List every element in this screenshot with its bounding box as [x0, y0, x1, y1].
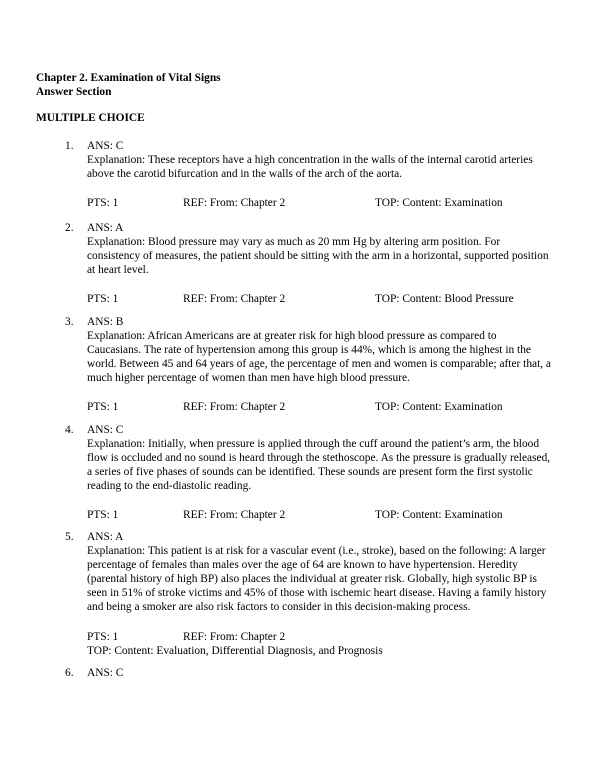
answer-key: ANS: B — [87, 316, 124, 328]
question-meta — [87, 508, 552, 522]
question-meta — [87, 400, 552, 414]
points-label: PTS: 1 — [87, 630, 119, 643]
question-item — [65, 315, 552, 414]
topic-label: TOP: Content: Blood Pressure — [375, 293, 514, 306]
question-item — [65, 423, 552, 522]
answer-section-label: Answer Section — [36, 86, 112, 99]
reference-label: REF: From: Chapter 2 — [183, 630, 286, 643]
topic-label: TOP: Content: Examination — [375, 197, 503, 210]
explanation-text: Explanation: African Americans are at greater risk for high blood pressure as compared to Caucasians. The rate of hypertension among this group is 44%, which is among the highest in the world. Between 45 and 64 years of age, the percentage of men and women is comparable; after that, a much higher percentage of women than men have high blood pressure. — [87, 330, 551, 385]
question-meta — [87, 630, 552, 658]
question-number: 5. — [65, 531, 74, 543]
question-number: 2. — [65, 222, 74, 234]
reference-label: REF: From: Chapter 2 — [183, 401, 286, 414]
explanation-text: Explanation: These receptors have a high concentration in the walls of the internal carotid arteries above the carotid bifurcation and in the walls of the arch of the aorta. — [87, 154, 533, 181]
explanation-text: Explanation: Blood pressure may vary as much as 20 mm Hg by altering arm position. For consistency of measures, the patient should be sitting with the arm in a horizontal, supported position at heart level. — [87, 236, 549, 277]
reference-label: REF: From: Chapter 2 — [183, 197, 286, 210]
explanation-text: Explanation: Initially, when pressure is applied through the cuff around the patient’s arm, the blood flow is occluded and no sound is heard through the stethoscope. As the pressure is gradually released, a series of five phases of sounds can be identified. These sounds are present form the first systolic reading to the end-diastolic reading. — [87, 438, 551, 493]
question-number: 1. — [65, 140, 74, 152]
document-header — [36, 71, 221, 99]
reference-label: REF: From: Chapter 2 — [183, 293, 286, 306]
question-meta — [87, 196, 552, 210]
reference-label: REF: From: Chapter 2 — [183, 509, 286, 522]
answer-key: ANS: A — [87, 531, 124, 543]
answer-key: ANS: A — [87, 222, 124, 234]
points-label: PTS: 1 — [87, 509, 119, 522]
topic-label: TOP: Content: Examination — [375, 401, 503, 414]
points-label: PTS: 1 — [87, 197, 119, 210]
points-label: PTS: 1 — [87, 401, 119, 414]
question-item — [65, 221, 552, 306]
question-item — [65, 139, 552, 210]
question-number: 3. — [65, 316, 74, 328]
answer-key: ANS: C — [87, 424, 124, 436]
question-item — [65, 530, 552, 658]
explanation-text: Explanation: This patient is at risk for a vascular event (i.e., stroke), based on the following: A larger percentage of females than males over the age of 64 are known to have hypertension. Heredity (parental history of high BP) also places the individual at greater risk. Globally, high systolic BP is seen in 51% of stroke victims and 45% of those with ischemic heart disease. Having a family history and being a smoker are also risk factors to consider in this decision-making process. — [87, 545, 547, 614]
answer-key: ANS: C — [87, 140, 124, 152]
points-label: PTS: 1 — [87, 293, 119, 306]
question-number: 4. — [65, 424, 74, 436]
question-number: 6. — [65, 667, 74, 679]
topic-label: TOP: Content: Examination — [375, 509, 503, 522]
answer-key: ANS: C — [87, 667, 124, 679]
chapter-title: Chapter 2. Examination of Vital Signs — [36, 72, 221, 84]
question-item — [65, 666, 552, 680]
question-meta — [87, 292, 552, 306]
section-title: MULTIPLE CHOICE — [36, 112, 145, 124]
topic-label: TOP: Content: Evaluation, Differential Diagnosis, and Prognosis — [87, 644, 383, 657]
